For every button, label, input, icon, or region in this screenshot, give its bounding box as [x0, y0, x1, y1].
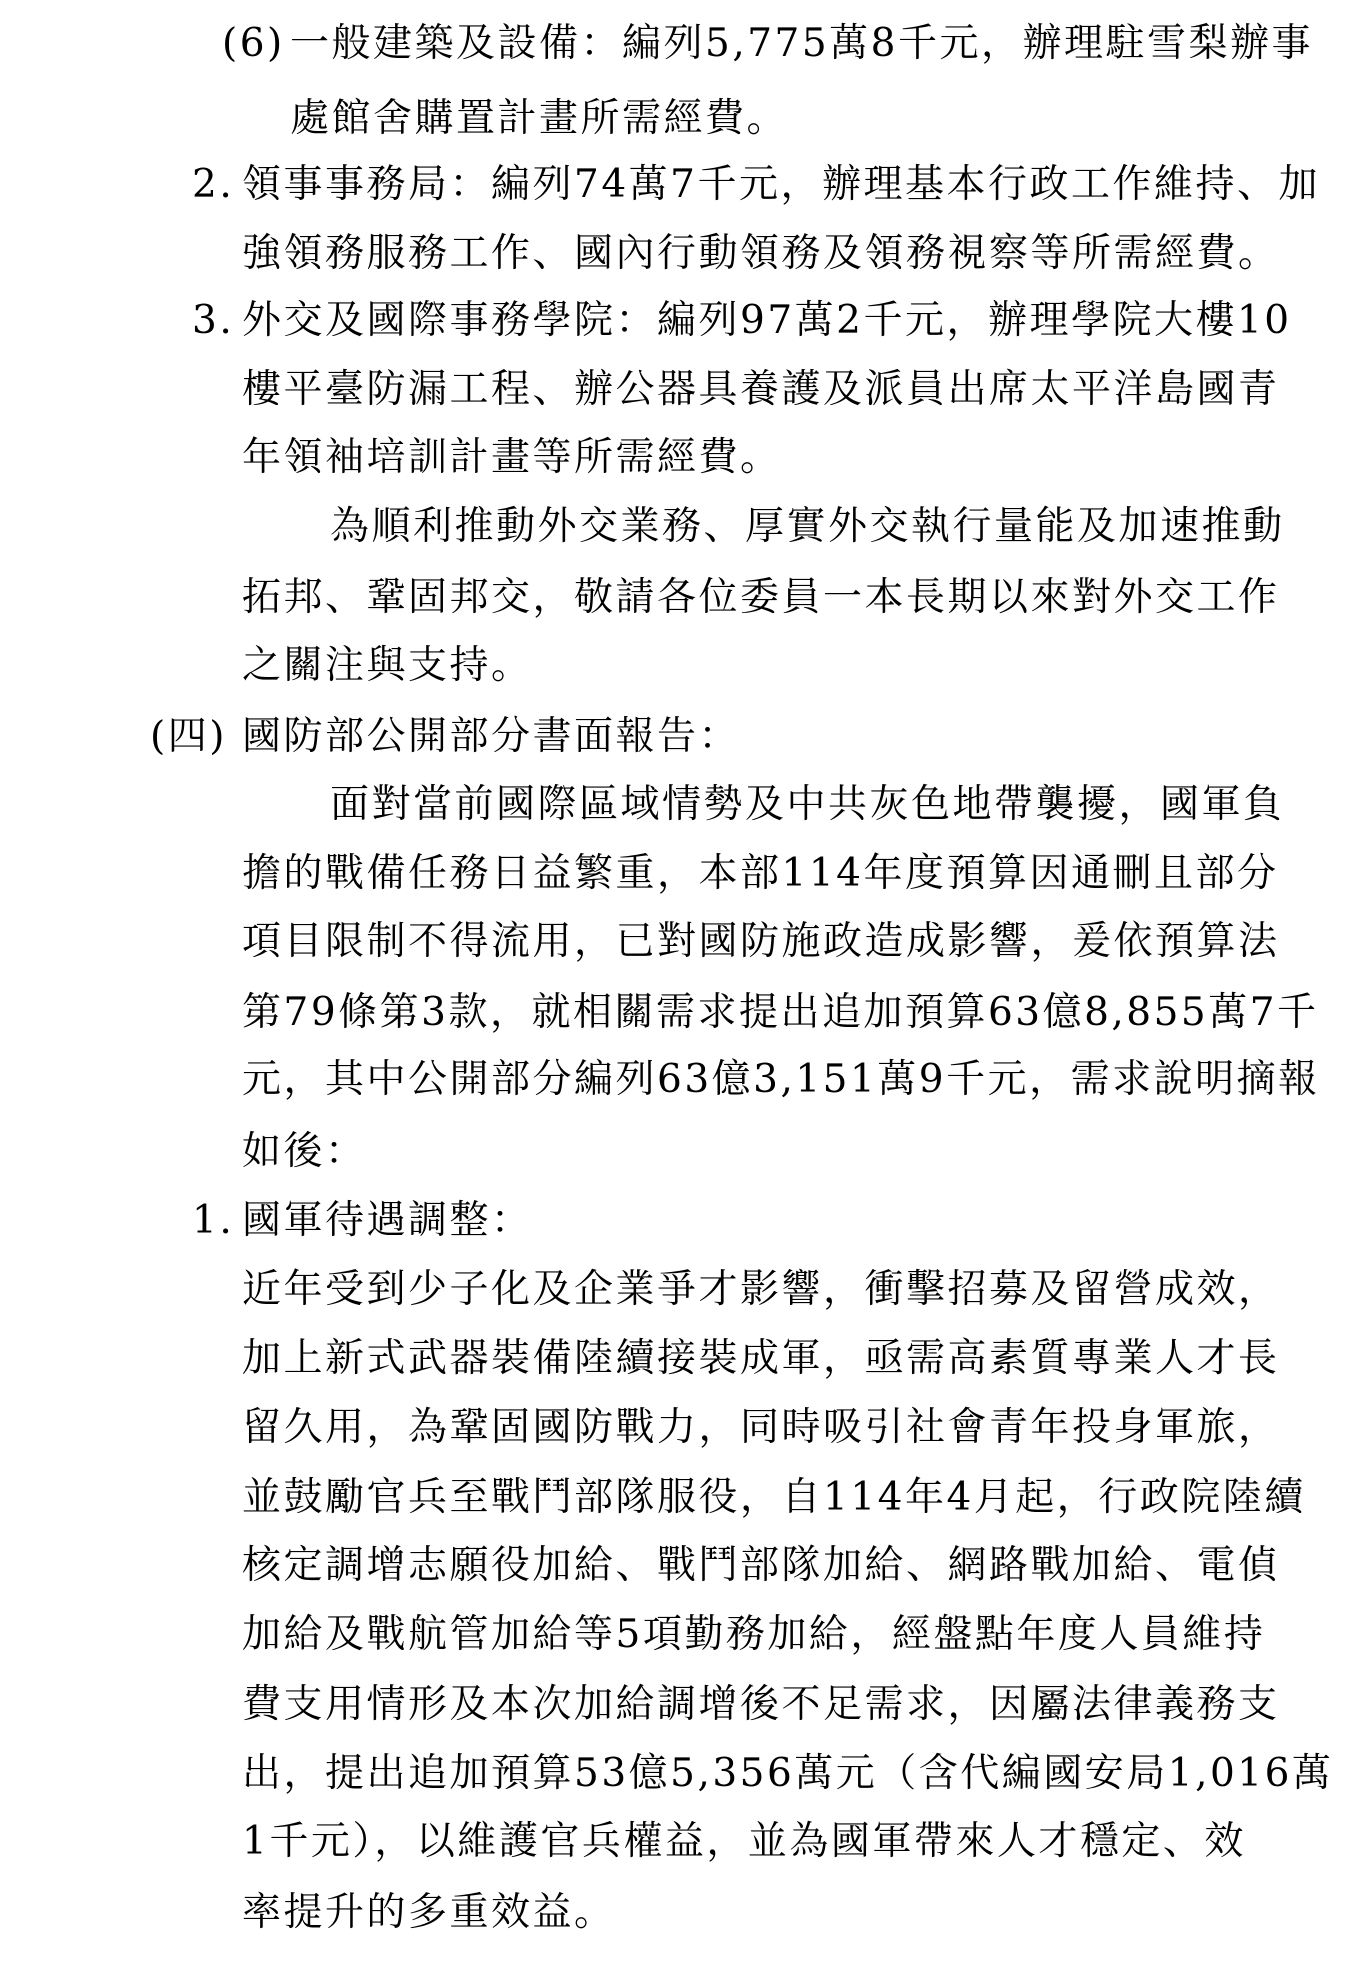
- sub-1-body-text-line-5: 核定調增志願役加給、戰鬥部隊加給、網路戰加給、電偵: [242, 1543, 1280, 1588]
- item-2-text-line-1: 領事事務局：編列74萬7千元，辦理基本行政工作維持、加: [242, 162, 1320, 207]
- item-2-text-line-2: 強領務服務工作、國內行動領務及領務視察等所需經費。: [242, 231, 1280, 276]
- defense-intro-text-line-5: 元，其中公開部分編列63億3,151萬9千元，需求說明摘報: [242, 1057, 1320, 1102]
- sub-1-body-text-line-6: 加給及戰航管加給等5項勤務加給，經盤點年度人員維持: [242, 1612, 1266, 1657]
- sub-1-body-text-line-1: 近年受到少子化及企業爭才影響，衝擊招募及留營成效，: [242, 1267, 1280, 1312]
- sub-1-body-text-line-9: 1千元），以維護官兵權益，並為國軍帶來人才穩定、效: [242, 1819, 1246, 1864]
- sub-1-label: 1.: [192, 1198, 235, 1243]
- sub-1-body-text-line-4: 並鼓勵官兵至戰鬥部隊服役，自114年4月起，行政院陸續: [242, 1475, 1306, 1520]
- sub-1-title: 國軍待遇調整：: [242, 1198, 533, 1243]
- defense-intro-text-line-3: 項目限制不得流用，已對國防施政造成影響，爰依預算法: [242, 919, 1280, 964]
- item-3-label: 3.: [192, 298, 235, 343]
- sub-1-body-text-line-2: 加上新式武器裝備陸續接裝成軍，亟需高素質專業人才長: [242, 1336, 1280, 1381]
- item-3-text-line-1: 外交及國際事務學院：編列97萬2千元，辦理學院大樓10: [242, 298, 1292, 343]
- item-6-text-line-1: 一般建築及設備：編列5,775萬8千元，辦理駐雪梨辦事: [290, 21, 1313, 66]
- closing-text-line-1: 為順利推動外交業務、厚實外交執行量能及加速推動: [330, 504, 1285, 549]
- defense-intro-text-line-4: 第79條第3款，就相關需求提出追加預算63億8,855萬7千: [242, 990, 1319, 1035]
- defense-intro-text-line-1: 面對當前國際區域情勢及中共灰色地帶襲擾，國軍負: [330, 782, 1285, 827]
- sub-1-body-text-line-3: 留久用，為鞏固國防戰力，同時吸引社會青年投身軍旅，: [242, 1405, 1280, 1450]
- item-3-text-line-2: 樓平臺防漏工程、辦公器具養護及派員出席太平洋島國青: [242, 367, 1280, 412]
- section-4-label: (四): [150, 714, 227, 759]
- sub-1-body-text-line-7: 費支用情形及本次加給調增後不足需求，因屬法律義務支: [242, 1682, 1280, 1727]
- closing-text-line-2: 拓邦、鞏固邦交，敬請各位委員一本長期以來對外交工作: [242, 575, 1280, 620]
- defense-intro-text-line-2: 擔的戰備任務日益繁重，本部114年度預算因通刪且部分: [242, 851, 1279, 896]
- section-4-title: 國防部公開部分書面報告：: [242, 714, 741, 759]
- item-3-text-line-3: 年領袖培訓計畫等所需經費。: [242, 435, 782, 480]
- item-6-text-line-2: 處館舍購置計畫所需經費。: [290, 96, 789, 141]
- item-6-label: (6): [222, 21, 285, 66]
- defense-intro-text-line-6: 如後：: [242, 1129, 367, 1174]
- item-2-label: 2.: [192, 162, 235, 207]
- sub-1-body-text-line-10: 率提升的多重效益。: [242, 1890, 616, 1935]
- sub-1-body-text-line-8: 出，提出追加預算53億5,356萬元（含代編國安局1,016萬: [242, 1751, 1334, 1796]
- closing-text-line-3: 之關注與支持。: [242, 643, 533, 688]
